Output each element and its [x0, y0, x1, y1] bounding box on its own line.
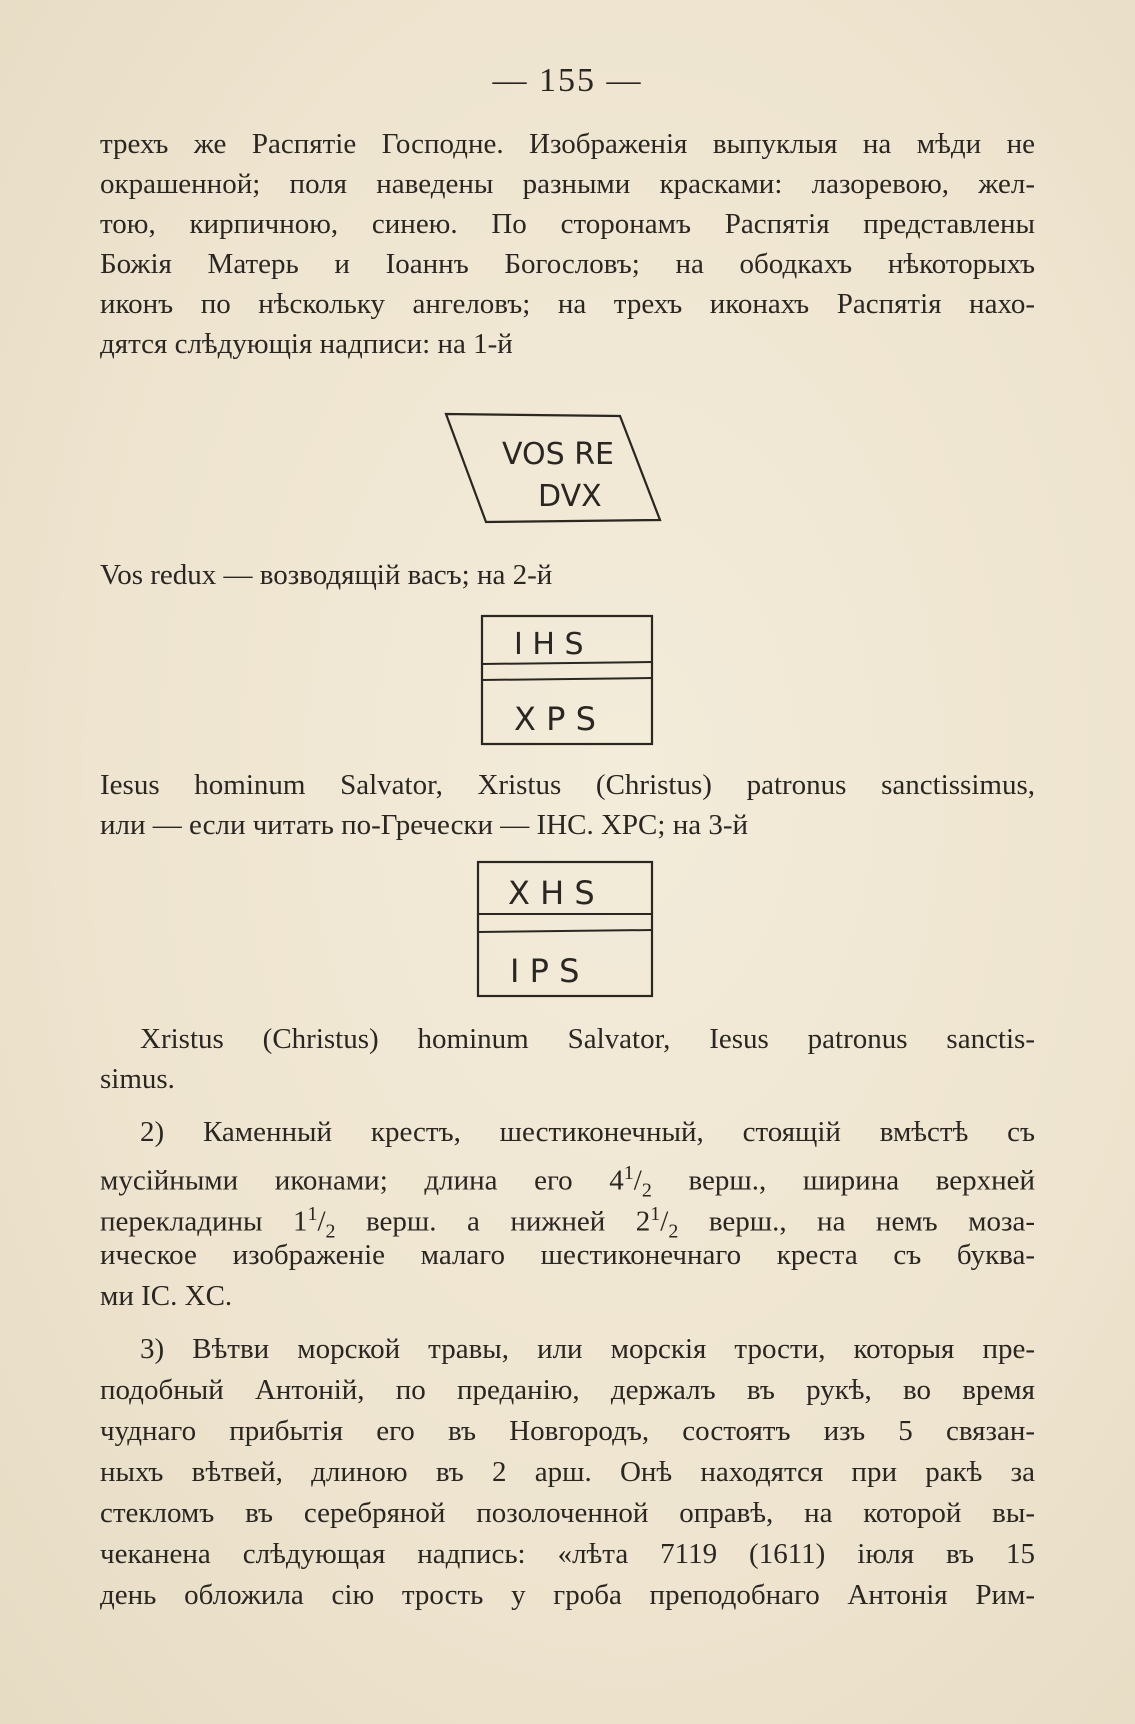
fraction-numerator: 1 [623, 1162, 634, 1184]
fraction-denominator: 2 [668, 1220, 679, 1243]
text-fragment: верш. а нижней 2 [335, 1205, 651, 1238]
text-line: ныхъ вѣтвей, длиною въ 2 арш. Онѣ находятся при ракѣ за [100, 1456, 1035, 1488]
text-line: подобный Антоній, по преданію, держалъ въ рукѣ, во время [100, 1374, 1035, 1406]
inscription-2-bottom: X P S [514, 700, 596, 738]
text-fragment: перекладины 1 [100, 1205, 308, 1238]
fraction-numerator: 1 [650, 1203, 661, 1225]
inscription-divider [482, 662, 652, 664]
text-line: тою, кирпичною, синею. По сторонамъ Распятія представлены [100, 208, 1035, 240]
text-line: Xristus (Christus) hominum Salvator, Iesus patronus sanctis- [140, 1023, 1035, 1055]
text-line: ми IC. XC. [100, 1280, 233, 1312]
fraction-denominator: 2 [641, 1179, 652, 1202]
text-line: день обложила сію трость у гроба преподобнаго Антонія Рим- [100, 1579, 1035, 1611]
text-line: simus. [100, 1063, 175, 1095]
fraction-numerator: 1 [307, 1203, 318, 1225]
inscription-divider [478, 930, 652, 932]
inscription-drawing-1 [440, 410, 680, 530]
text-line: 2) Каменный крестъ, шестиконечный, стоящій вмѣстѣ съ [140, 1116, 1035, 1148]
inscription-divider [482, 678, 652, 680]
text-line: окрашенной; поля наведены разными красками: лазоревою, жел- [100, 168, 1035, 200]
text-fragment: мусійными иконами; длина его 4 [100, 1164, 624, 1197]
inscription-3-top: X H S [508, 874, 595, 912]
text-line: трехъ же Распятіе Господне. Изображенія выпуклыя на мѣди не [100, 128, 1035, 160]
inscription-1-line2: DVX [538, 479, 602, 514]
text-line: Iesus hominum Salvator, Xristus (Christus) patronus sanctissimus, [100, 769, 1035, 801]
text-line: дятся слѣдующія надписи: на 1-й [100, 328, 513, 360]
text-line: Божія Матерь и Іоаннъ Богословъ; на ободкахъ нѣкоторыхъ [100, 248, 1035, 280]
page-number: — 155 — [492, 62, 643, 99]
fraction-slash: / [660, 1205, 669, 1238]
inscription-3-bottom: I P S [510, 952, 580, 990]
inscription-1-line1: VOS RE [502, 437, 614, 472]
fraction-denominator: 2 [325, 1220, 336, 1243]
caption-2nd: Vos redux — возводящій васъ; на 2-й [100, 559, 553, 591]
text-line: стекломъ въ серебряной позолоченной оправѣ, на которой вы- [100, 1497, 1035, 1529]
text-fragment: верш., ширина верхней [651, 1164, 1036, 1197]
inscription-2-top: I H S [514, 627, 584, 662]
text-line: 3) Вѣтви морской травы, или морскія трости, которыя пре- [140, 1333, 1035, 1365]
text-line: или — если читать по-Гречески — IHC. XPC; на 3-й [100, 809, 749, 841]
text-line: ическое изображеніе малаго шестиконечнаго креста съ буква- [100, 1239, 1035, 1271]
text-fragment: верш., на немъ моза- [678, 1205, 1035, 1238]
inscription-drawing-3 [474, 858, 659, 1003]
text-line: чеканена слѣдующая надпись: «лѣта 7119 (1611) іюля въ 15 [100, 1538, 1035, 1570]
inscription-drawing-2 [478, 612, 658, 752]
fraction-slash: / [317, 1205, 326, 1238]
fraction-slash: / [633, 1164, 642, 1197]
text-line: чуднаго прибытія его въ Новгородъ, состоятъ изъ 5 связан- [100, 1415, 1035, 1447]
text-line: иконъ по нѣскольку ангеловъ; на трехъ иконахъ Распятія нахо- [100, 288, 1035, 320]
